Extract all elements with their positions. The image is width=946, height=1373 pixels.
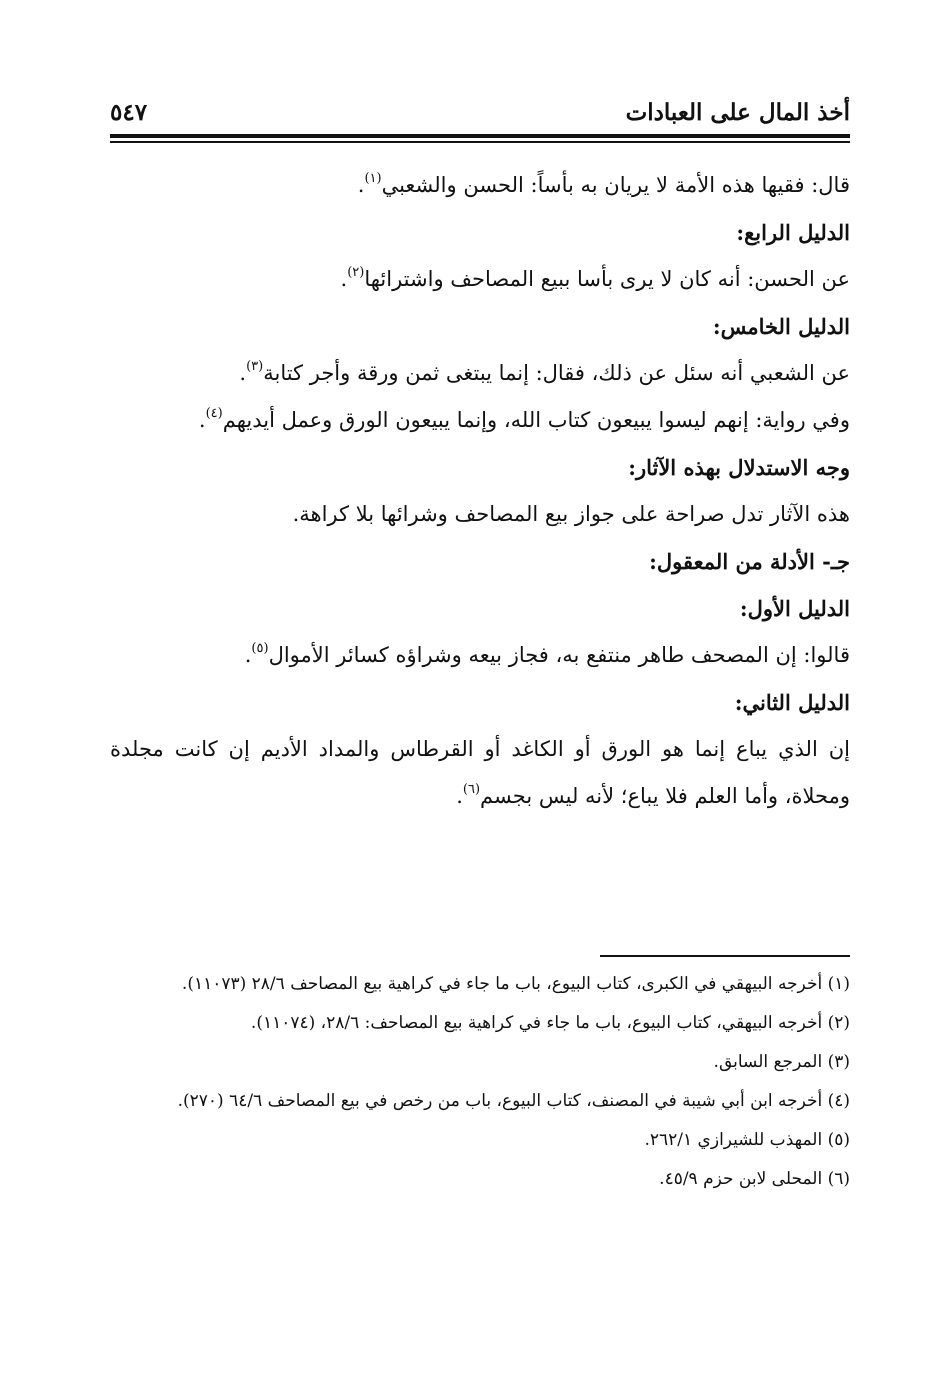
paragraph: قالوا: إن المصحف طاهر منتفع به، فجاز بيعه وشراؤه كسائر الأموال$^{(٥)}$. bbox=[244, 641, 850, 667]
footnote-ref: (٢) bbox=[347, 265, 365, 280]
footnote: (١) أخرجه البيهقي في الكبرى، كتاب البيوع، باب ما جاء في كراهية بيع المصاحف ٢٨/٦ (١١٠٧٣). bbox=[181, 974, 850, 994]
page-header bbox=[110, 92, 850, 132]
footnote-ref: (١) bbox=[364, 171, 382, 186]
footnote: (٣) المرجع السابق. bbox=[713, 1052, 850, 1072]
heading-rational-evidence: جـ- الأدلة من المعقول: bbox=[649, 549, 850, 574]
footnote: (٥) المهذب للشيرازي ٢٦٢/١. bbox=[644, 1130, 850, 1150]
header-rule-thin bbox=[110, 141, 850, 143]
footnote-ref: (٣) bbox=[246, 359, 264, 374]
paragraph: وفي رواية: إنهم ليسوا يبيعون كتاب الله، وإنما يبيعون الورق وعمل أيديهم$^{(٤)}$. bbox=[198, 406, 850, 432]
footnote: (٤) أخرجه ابن أبي شيبة في المصنف، كتاب البيوع، باب من رخص في بيع المصاحف ٦٤/٦ (٢٧٠). bbox=[177, 1091, 850, 1111]
footnote-ref: (٥) bbox=[251, 641, 269, 656]
footnote: (٦) المحلى لابن حزم ٤٥/٩. bbox=[659, 1169, 850, 1189]
paragraph: هذه الآثار تدل صراحة على جواز بيع المصاحف وشرائها بلا كراهة. bbox=[292, 502, 850, 526]
paragraph: عن الشعبي أنه سئل عن ذلك، فقال: إنما يبتغى ثمن ورقة وأجر كتابة$^{(٣)}$. bbox=[239, 359, 850, 385]
heading-fifth-evidence: الدليل الخامس: bbox=[712, 314, 850, 339]
main-text bbox=[110, 162, 850, 820]
header-rule-thick bbox=[110, 134, 850, 138]
footnote-separator bbox=[600, 955, 850, 957]
heading-inference: وجه الاستدلال بهذه الآثار: bbox=[628, 455, 850, 480]
footnote-ref: (٦) bbox=[462, 782, 481, 797]
paragraph: إن الذي يباع إنما هو الورق أو الكاغد أو القرطاس والمداد الأديم إن كانت مجلدة ومحلاة، وأما العلم فلا يباع؛ لأنه ليس بجسم$^{(٦)}$. bbox=[110, 737, 850, 808]
heading-second-evidence: الدليل الثاني: bbox=[734, 690, 850, 715]
paragraph: قال: فقيها هذه الأمة لا يريان به بأساً: الحسن والشعبي$^{(١)}$. bbox=[357, 171, 850, 197]
footnote-ref: (٤) bbox=[205, 406, 223, 421]
page-number: ٥٤٧ bbox=[110, 98, 148, 126]
paragraph: عن الحسن: أنه كان لا يرى بأسا ببيع المصاحف واشترائها$^{(٢)}$. bbox=[340, 265, 850, 291]
heading-fourth-evidence: الدليل الرابع: bbox=[736, 220, 850, 245]
footnote: (٢) أخرجه البيهقي، كتاب البيوع، باب ما جاء في كراهية بيع المصاحف: ٢٨/٦، (١١٠٧٤). bbox=[250, 1013, 850, 1033]
running-title: أخذ المال على العبادات bbox=[625, 98, 850, 126]
heading-first-evidence: الدليل الأول: bbox=[739, 596, 850, 621]
footnotes bbox=[110, 965, 850, 1199]
